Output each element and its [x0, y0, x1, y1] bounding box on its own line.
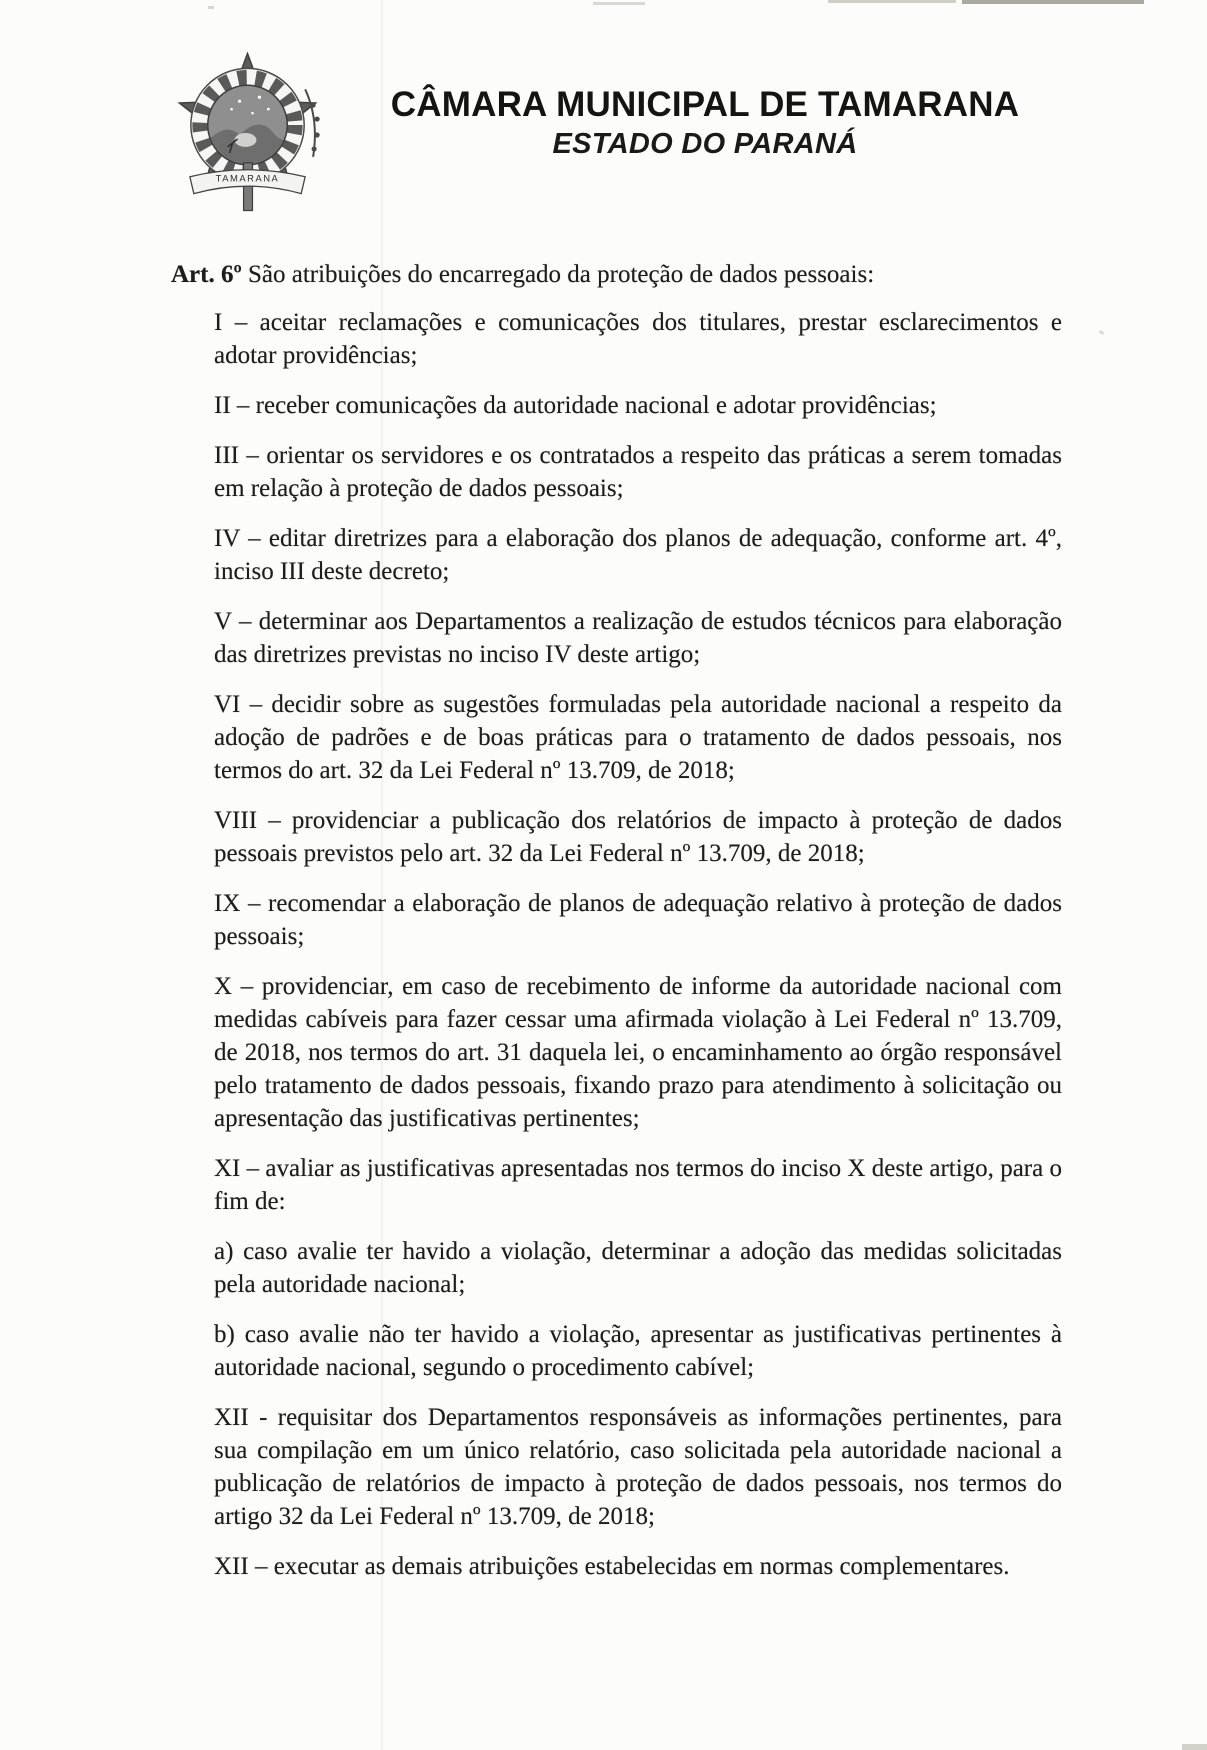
- article-item-X: X – providenciar, em caso de recebimento de informe da autoridade nacional com medidas cabíveis para fazer cessar uma afirmada violação à Lei Federal nº 13.709, de 2018, nos termos do art. 31 daquela lei, o encaminhamento ao órgão responsável pelo tratamento de dados pessoais, fixando prazo para atendimento à solicitação ou apresentação das justificativas pertinentes;: [214, 973, 1062, 1132]
- article-item-a: a) caso avalie ter havido a violação, determinar a adoção das medidas solicitadas pela autoridade nacional;: [214, 1238, 1062, 1298]
- organization-subtitle: ESTADO DO PARANÁ: [552, 128, 858, 160]
- scan-artifact-speck: [1182, 1744, 1207, 1750]
- scan-artifact-speck: [1099, 330, 1105, 335]
- organization-title: CÂMARA MUNICIPAL DE TAMARANA: [390, 85, 1020, 124]
- article-number: Art. 6º: [171, 261, 242, 288]
- document-header: [0, 0, 1207, 230]
- article-item-b: b) caso avalie não ter havido a violação, apresentar as justificativas pertinentes à autoridade nacional, segundo o procedimento cabível;: [214, 1321, 1062, 1381]
- article-item-II: II – receber comunicações da autoridade nacional e adotar providências;: [214, 392, 937, 419]
- article-item-III: III – orientar os servidores e os contratados a respeito das práticas a serem tomadas em relação à proteção de dados pessoais;: [214, 442, 1062, 502]
- article-item-VIII: VIII – providenciar a publicação dos relatórios de impacto à proteção de dados pessoais previstos pelo art. 32 da Lei Federal nº 13.709, de 2018;: [214, 807, 1062, 867]
- article-item-XI: XI – avaliar as justificativas apresentadas nos termos do inciso X deste artigo, para o fim de:: [214, 1155, 1062, 1215]
- article-item-VI: VI – decidir sobre as sugestões formuladas pela autoridade nacional a respeito da adoção de padrões e de boas práticas para o tratamento de dados pessoais, nos termos do art. 32 da Lei Federal nº 13.709, de 2018;: [214, 691, 1062, 784]
- article-item-V: V – determinar aos Departamentos a realização de estudos técnicos para elaboração das diretrizes previstas no inciso IV deste artigo;: [214, 608, 1062, 668]
- ribbon-text: TAMARANA: [215, 173, 280, 185]
- article-intro-text: São atribuições do encarregado da proteção de dados pessoais:: [241, 261, 875, 288]
- article-item-I: I – aceitar reclamações e comunicações dos titulares, prestar esclarecimentos e adotar providências;: [214, 309, 1062, 369]
- article-item-XII: XII - requisitar dos Departamentos responsáveis as informações pertinentes, para sua compilação em um único relatório, caso solicitada pela autoridade nacional a publicação de relatórios de impacto à proteção de dados pessoais, nos termos do artigo 32 da Lei Federal nº 13.709, de 2018;: [214, 1404, 1062, 1530]
- document-body: [171, 258, 1066, 1600]
- header-titles: [300, 84, 1110, 162]
- article-item-IX: IX – recomendar a elaboração de planos de adequação relativo à proteção de dados pessoais;: [214, 890, 1062, 950]
- article-item-XII-2: XII – executar as demais atribuições estabelecidas em normas complementares.: [214, 1553, 1010, 1580]
- article-item-IV: IV – editar diretrizes para a elaboração dos planos de adequação, conforme art. 4º, inciso III deste decreto;: [214, 525, 1062, 585]
- article-heading: [171, 258, 1066, 291]
